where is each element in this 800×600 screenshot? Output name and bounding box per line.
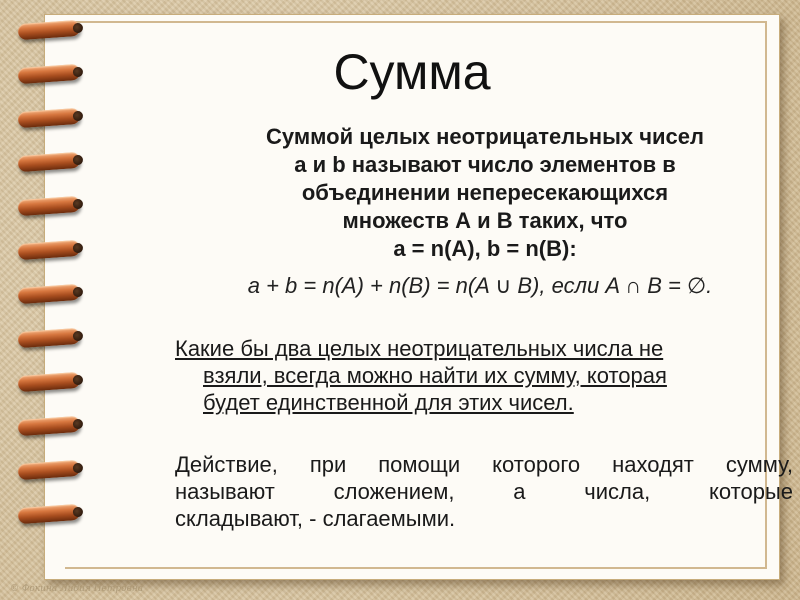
addition-definition <box>175 451 793 532</box>
sum-formula: a + b = n(A) + n(B) = n(A ∪ B), если A ∩ B = ∅. <box>247 273 713 298</box>
action-line-2: называют сложением, а числа, которые <box>175 479 793 504</box>
definition-line-1: Суммой целых неотрицательных чисел <box>266 124 704 149</box>
definition-block <box>185 123 785 263</box>
author-watermark: © Фокина Лидия Петровна <box>10 584 144 594</box>
definition-line-5: a = n(А), b = n(В): <box>393 236 577 261</box>
slide-title: Сумма <box>333 44 491 100</box>
statement-line-3: будет единственной для этих чисел. <box>203 390 574 415</box>
statement-line-1: Какие бы два целых неотрицательных числа не <box>175 336 664 361</box>
uniqueness-statement <box>175 335 795 416</box>
notebook-page <box>44 14 793 580</box>
definition-line-2: a и b называют число элементов в <box>294 152 676 177</box>
action-line-1: Действие, при помощи которого находят сумму, <box>175 452 793 477</box>
action-line-3: складывают, - слагаемыми. <box>175 506 456 531</box>
definition-line-4: множеств А и В таких, что <box>342 208 628 233</box>
definition-line-3: объединении непересекающихся <box>301 180 669 205</box>
statement-line-2: взяли, всегда можно найти их сумму, которая <box>203 363 667 388</box>
